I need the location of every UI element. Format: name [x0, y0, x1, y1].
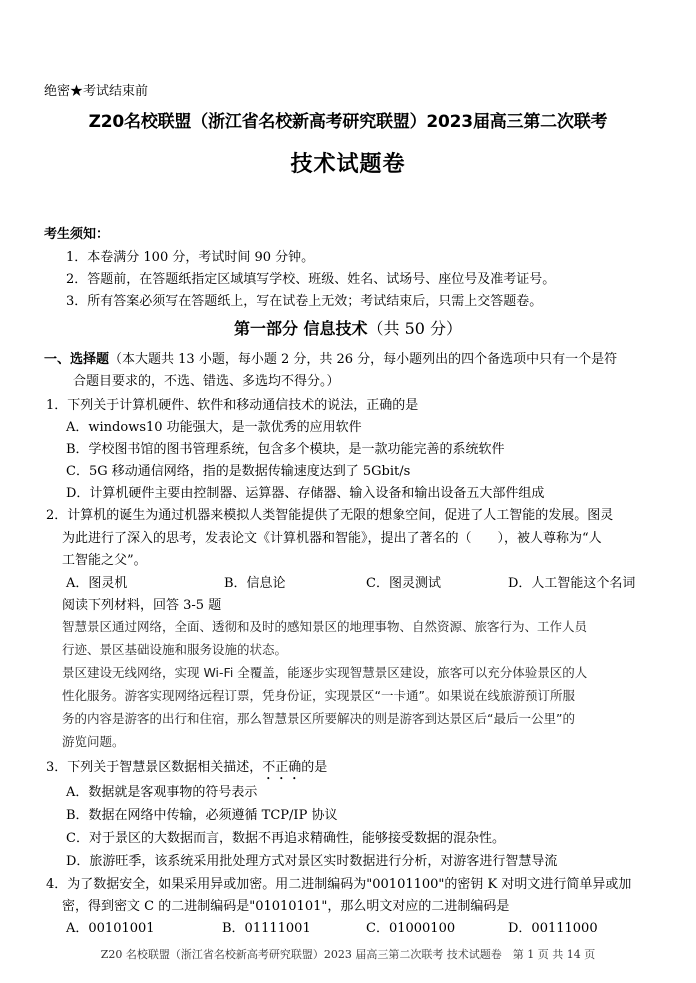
q4-option-a: A．00101001 — [66, 921, 155, 936]
q3-stem-start: 3．下列关于智慧景区数据相关描述， — [46, 760, 263, 775]
reading-line: 行迹、景区基础设施和服务设施的状态。 — [62, 642, 288, 657]
q1-stem: 1．下列关于计算机硬件、软件和移动通信技术的说法，正确的是 — [46, 398, 419, 413]
section-desc-cont: 合题目要求的，不选、错选、多选均不得分。） — [73, 374, 340, 389]
q1-option: B．学校图书馆的图书管理系统，包含多个模块，是一款功能完善的系统软件 — [66, 442, 505, 457]
q3-option: D．旅游旺季，该系统采用批处理方式对景区实时数据进行分析，对游客进行智慧导流 — [66, 854, 558, 869]
q3-stem-end: 的是 — [301, 760, 328, 775]
part-title — [0, 316, 696, 339]
q3-option: A．数据就是客观事物的符号表示 — [66, 785, 258, 800]
q3-option: B．数据在网络中传输，必须遵循 TCP/IP 协议 — [66, 808, 338, 823]
q2-stem-cont: 为此进行了深入的思考，发表论文《计算机器和智能》，提出了著名的（ ），被人尊称为“人 — [62, 531, 602, 546]
section-header — [44, 348, 617, 367]
q4-stem-cont: 密，得到密文 C 的二进制编码是"01010101"，那么明文对应的二进制编码是 — [62, 899, 510, 914]
q2-option-c: C．图灵测试 — [366, 576, 441, 591]
q4-stem: 4．为了数据安全，如果采用异或加密。用二进制编码为"00101100"的密钥 K 对明文进行简单异或加 — [46, 877, 632, 892]
q4-option-d: D．00111000 — [508, 921, 598, 936]
q4-option-b: B．01111001 — [222, 921, 311, 936]
notice-item: 1．本卷满分 100 分，考试时间 90 分钟。 — [66, 250, 315, 265]
q2-option-a: A．图灵机 — [66, 576, 128, 591]
page-footer: Z20 名校联盟（浙江省名校新高考研究联盟）2023 届高三第二次联考 技术试题卷 第 1 页 共 14 页 — [100, 948, 596, 961]
q1-option: A．windows10 功能强大，是一款优秀的应用软件 — [66, 420, 362, 435]
q3-stem-emphasis: 不正确 — [262, 760, 302, 775]
q1-option: C．5G 移动通信网络，指的是数据传输速度达到了 5Gbit/s — [66, 464, 411, 479]
reading-line: 性化服务。游客实现网络远程订票，凭身份证，实现景区“一卡通”。如果说在线旅游预订所服 — [62, 688, 575, 703]
q2-stem: 2．计算机的诞生为通过机器来模拟人类智能提供了无限的想象空间，促进了人工智能的发展。图灵 — [46, 508, 614, 523]
q2-option-d: D．人工智能这个名词 — [508, 576, 636, 591]
section-desc: （本大题共 13 小题，每小题 2 分，共 26 分，每小题列出的四个备选项中只有一个是符 — [109, 352, 618, 367]
q3-option: C．对于景区的大数据而言，数据不再追求精确性，能够接受数据的混杂性。 — [66, 831, 505, 846]
q1-option: D．计算机硬件主要由控制器、运算器、存储器、输入设备和输出设备五大部件组成 — [66, 486, 545, 501]
exam-title: Z20名校联盟（浙江省名校新高考研究联盟）2023届高三第二次联考 — [88, 112, 608, 132]
section-label: 一、选择题 — [44, 352, 110, 367]
reading-line: 景区建设无线网络，实现 Wi-Fi 全覆盖，能逐步实现智慧景区建设，旅客可以充分体验景区的人 — [62, 665, 588, 680]
part-name: 第一部分 信息技术 — [233, 319, 368, 338]
part-score: （共 50 分） — [367, 319, 463, 338]
q4-option-c: C．01000100 — [366, 921, 456, 936]
q2-stem-cont: 工智能之父”。 — [62, 553, 147, 568]
notice-item: 2．答题前，在答题纸指定区域填写学校、班级、姓名、试场号、座位号及准考证号。 — [66, 272, 556, 287]
reading-intro: 阅读下列材料，回答 3-5 题 — [62, 598, 222, 613]
confidential-label: 绝密★考试结束前 — [44, 84, 149, 99]
notice-heading: 考生须知： — [44, 227, 110, 242]
reading-line: 务的内容是游客的出行和住宿，那么智慧景区所要解决的则是游客到达景区后“最后一公里”的 — [62, 711, 575, 726]
reading-line: 智慧景区通过网络，全面、透彻和及时的感知景区的地理事物、自然资源、旅客行为、工作人员 — [62, 619, 588, 634]
notice-item: 3．所有答案必须写在答题纸上，写在试卷上无效；考试结束后，只需上交答题卷。 — [66, 294, 543, 309]
reading-line: 游览问题。 — [62, 734, 125, 749]
paper-subtitle: 技术试题卷 — [290, 152, 406, 177]
q3-stem — [46, 756, 327, 783]
q2-option-b: B．信息论 — [224, 576, 286, 591]
